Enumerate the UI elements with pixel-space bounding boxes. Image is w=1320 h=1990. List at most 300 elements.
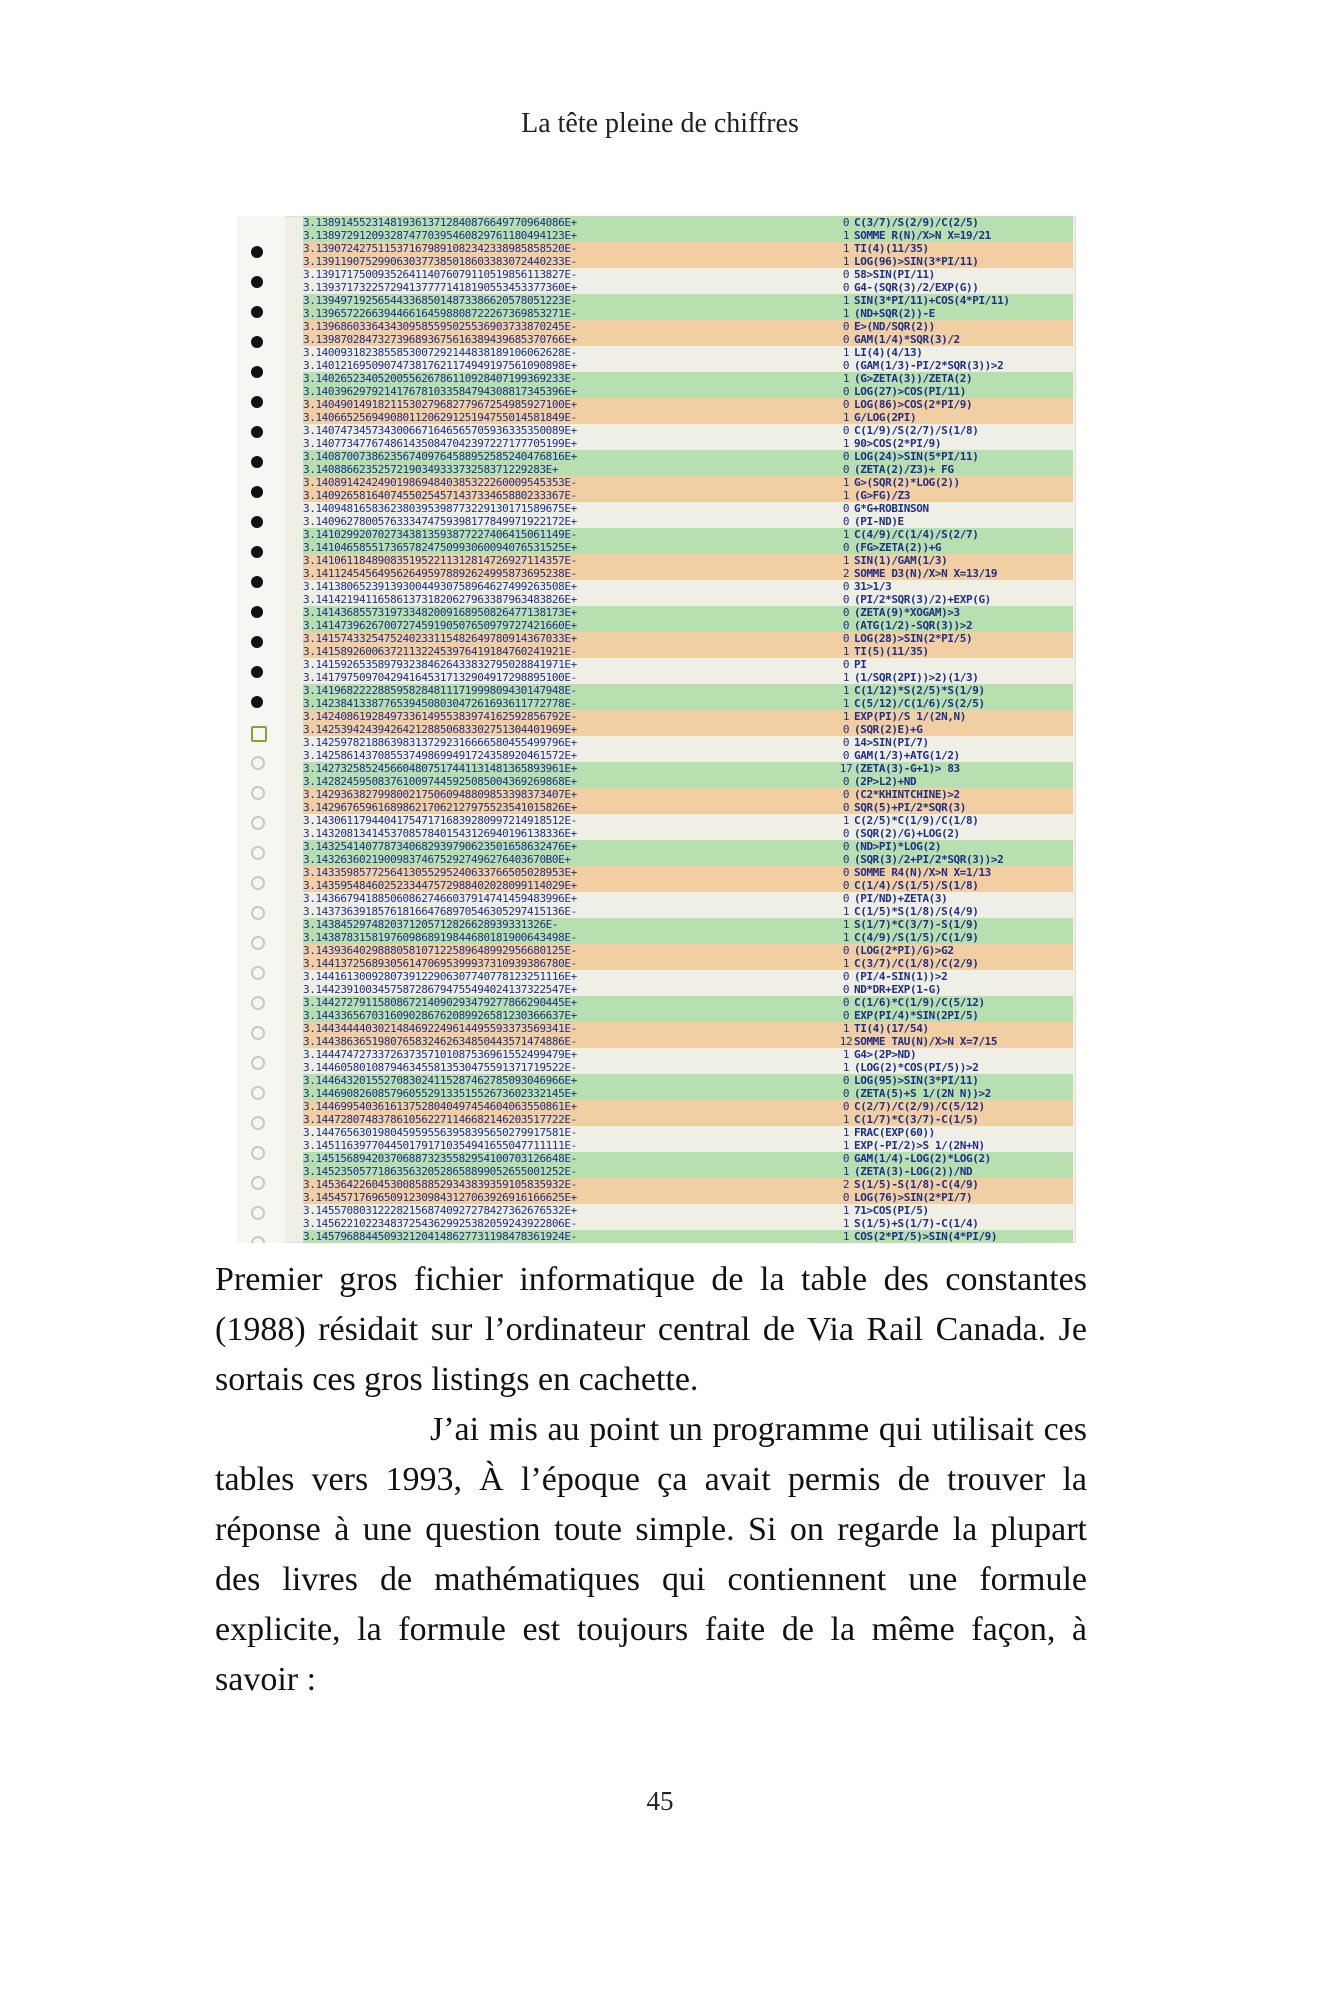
feed-hole-icon	[251, 1086, 265, 1100]
listing-formula: (ND>PI)*LOG(2)	[854, 840, 942, 853]
listing-value: 3.1409481658362380395398773229130171589675E+	[303, 502, 577, 515]
listing-value: 3.1403962979214176781033584794308817345396E+	[303, 385, 577, 398]
listing-value: 3.1436679418850608627466037914741459483996E+	[303, 892, 577, 905]
listing-flag: 0	[842, 879, 850, 892]
listing-flag: 0	[842, 1152, 850, 1165]
listing-flag: 0	[842, 593, 850, 606]
feed-hole-icon	[251, 1206, 265, 1220]
listing-value: 3.1451163977044501791710354941655047711111E-	[303, 1139, 577, 1152]
listing-value: 3.1443444403021484692249614495593373569341E-	[303, 1022, 577, 1035]
listing-row	[303, 346, 1073, 359]
listing-formula: LOG(27)>COS(PI/11)	[854, 385, 967, 398]
listing-flag: 1	[842, 372, 850, 385]
listing-value: 3.1446432015527083024115287462785093046966E+	[303, 1074, 577, 1087]
listing-formula: SIN(3*PI/11)+COS(4*PI/11)	[854, 294, 1010, 307]
listing-flag: 1	[842, 1126, 850, 1139]
listing-flag: 1	[842, 489, 850, 502]
feed-hole-icon	[251, 486, 263, 498]
listing-formula: S(1/5)-S(1/8)-C(4/9)	[854, 1178, 979, 1191]
listing-value: 3.1427325852456604807517441131481365893961E+	[303, 762, 577, 775]
listing-formula: C(1/5)*S(1/8)/S(4/9)	[854, 905, 979, 918]
listing-flag: 0	[842, 749, 850, 762]
feed-hole-icon	[251, 636, 263, 648]
listing-flag: 0	[842, 632, 850, 645]
listing-formula: LOG(96)>SIN(3*PI/11)	[854, 255, 979, 268]
listing-value: 3.1446908260857960552913351552673602332145E+	[303, 1087, 577, 1100]
listing-row	[303, 983, 1073, 996]
listing-formula: (ND+SQR(2))-E	[854, 307, 935, 320]
listing-row	[303, 957, 1073, 970]
feed-hole-icon	[251, 336, 263, 348]
listing-row	[303, 489, 1073, 502]
listing-flag: 0	[842, 359, 850, 372]
listing-row	[303, 1152, 1073, 1165]
listing-row	[303, 372, 1073, 385]
listing-flag: 0	[842, 827, 850, 840]
listing-row	[303, 762, 1073, 775]
listing-row	[303, 1230, 1073, 1243]
listing-value: 3.1401216950907473817621174949197561090898E+	[303, 359, 577, 372]
feed-hole-icon	[251, 516, 263, 528]
listing-formula: EXP(PI)/S 1/(2N,N)	[854, 710, 967, 723]
listing-row	[303, 450, 1073, 463]
listing-value: 3.1410611848908351952211312814726927114357E-	[303, 554, 577, 567]
listing-row	[303, 1100, 1073, 1113]
listing-row	[303, 580, 1073, 593]
listing-flag: 0	[842, 515, 850, 528]
listing-value: 3.1404901491821153027968277967254985927100E+	[303, 398, 577, 411]
listing-formula: (ZETA(3)-G+1)> 83	[854, 762, 960, 775]
listing-row	[303, 853, 1073, 866]
feed-hole-icon	[251, 576, 263, 588]
listing-flag: 0	[842, 658, 850, 671]
listing-row	[303, 463, 1073, 476]
listing-flag: 1	[842, 671, 850, 684]
listing-formula: G/LOG(2PI)	[854, 411, 917, 424]
listing-value: 3.1408700738623567409764588952585240476816E+	[303, 450, 577, 463]
listing-formula: (ATG(1/2)-SQR(3))>2	[854, 619, 973, 632]
listing-formula: C(2/7)/C(2/9)/C(5/12)	[854, 1100, 985, 1113]
listing-formula: (1/SQR(2PI))>2)(1/3)	[854, 671, 979, 684]
listing-value: 3.1393717322572941377771418190553453377360E+	[303, 281, 577, 294]
feed-hole-icon	[251, 1146, 265, 1160]
listing-value: 3.1406652569490801120629125194755014581849E-	[303, 411, 577, 424]
tractor-feed-strip	[237, 216, 285, 1243]
listing-row	[303, 385, 1073, 398]
feed-hole-icon	[251, 966, 265, 980]
listing-value: 3.1424086192849733614955383974162592856792E-	[303, 710, 577, 723]
listing-value: 3.1425978218863983137292316666580455499796E+	[303, 736, 577, 749]
listing-value: 3.1444747273372637357101087536961552499479E+	[303, 1048, 577, 1061]
listing-formula: (SQR(2)/G)+LOG(2)	[854, 827, 960, 840]
listing-formula: (SQR(3)/2+PI/2*SQR(3))>2	[854, 853, 1004, 866]
listing-formula: S(1/5)+S(1/7)-C(1/4)	[854, 1217, 979, 1230]
listing-value: 3.1414219411658613731820627963387963483826E+	[303, 593, 577, 606]
listing-value: 3.1396572266394466164598808722267369853271E-	[303, 307, 577, 320]
listing-value: 3.1409627800576333474759398177849971922172E+	[303, 515, 577, 528]
listing-row	[303, 567, 1073, 580]
listing-value: 3.1415743325475240233115482649780914367033E+	[303, 632, 577, 645]
listing-flag: 1	[842, 346, 850, 359]
listing-row	[303, 1126, 1073, 1139]
feed-hole-icon	[251, 1116, 265, 1130]
listing-flag: 0	[842, 866, 850, 879]
listing-value: 3.1423841338776539450803047261693611772778E-	[303, 697, 577, 710]
listing-value: 3.1410299207027343813593877227406415061149E-	[303, 528, 577, 541]
listing-formula: (C2*KHINTCHINE)>2	[854, 788, 960, 801]
listing-value: 3.1394971925654433685014873386620578051223E-	[303, 294, 577, 307]
listing-flag: 17	[839, 762, 853, 775]
listing-flag: 0	[842, 736, 850, 749]
listing-value: 3.1408914242490198694840385322260009545353E-	[303, 476, 577, 489]
listing-row	[303, 1074, 1073, 1087]
listing-flag: 0	[842, 1087, 850, 1100]
listing-row	[303, 320, 1073, 333]
listing-value: 3.1402652340520055626786110928407199369233E-	[303, 372, 577, 385]
listing-formula: C(4/9)/S(1/5)/C(1/9)	[854, 931, 979, 944]
listing-value: 3.1407734776748614350847042397227177705199E+	[303, 437, 577, 450]
listing-photo	[237, 216, 1076, 1243]
listing-flag: 1	[842, 307, 850, 320]
listing-row	[303, 684, 1073, 697]
listing-formula: G4-(SQR(3)/2/EXP(G))	[854, 281, 979, 294]
listing-value: 3.1451568942037068873235582954100703126648E-	[303, 1152, 577, 1165]
listing-formula: 14>SIN(PI/7)	[854, 736, 929, 749]
listing-flag: 1	[842, 814, 850, 827]
listing-formula: SIN(1)/GAM(1/3)	[854, 554, 948, 567]
listing-row	[303, 255, 1073, 268]
listing-row	[303, 840, 1073, 853]
listing-formula: SOMME D3(N)/X>N X=13/19	[854, 567, 998, 580]
listing-flag: 0	[842, 502, 850, 515]
listing-flag: 2	[842, 1178, 850, 1191]
listing-row	[303, 294, 1073, 307]
listing-formula: ND*DR+EXP(1-G)	[854, 983, 942, 996]
listing-row	[303, 697, 1073, 710]
feed-hole-icon	[251, 786, 265, 800]
listing-formula: COS(2*PI/5)>SIN(4*PI/9)	[854, 1230, 998, 1243]
feed-hole-icon	[251, 276, 263, 288]
listing-formula: (G>ZETA(3))/ZETA(2)	[854, 372, 973, 385]
listing-value: 3.1442391003457587286794755494024137322547E+	[303, 983, 577, 996]
listing-row	[303, 216, 1073, 229]
feed-hole-icon	[251, 1026, 265, 1040]
listing-value: 3.1409265816407455025457143733465880233367E-	[303, 489, 577, 502]
listing-formula: 58>SIN(PI/11)	[854, 268, 935, 281]
listing-row	[303, 879, 1073, 892]
feed-hole-icon	[251, 1236, 265, 1243]
listing-flag: 1	[842, 697, 850, 710]
listing-flag: 0	[842, 424, 850, 437]
listing-formula: 31>1/3	[854, 580, 892, 593]
listing-flag: 0	[842, 996, 850, 1009]
listing-value: 3.1457968844509321204148627731198478361924E-	[303, 1230, 577, 1243]
page-number: 45	[646, 1786, 674, 1816]
listing-flag: 1	[842, 1230, 850, 1243]
listing-flag: 0	[842, 801, 850, 814]
listing-value: 3.1398702847327396893675616389439685370766E+	[303, 333, 577, 346]
listing-formula: (PI/4-SIN(1))>2	[854, 970, 948, 983]
listing-formula: (ZETA(2)/Z3)+ FG	[854, 463, 954, 476]
listing-value: 3.1443863651980765832462634850443571474886E-	[303, 1035, 577, 1048]
listing-formula: SOMME R(N)/X>N X=19/21	[854, 229, 991, 242]
listing-flag: 1	[842, 411, 850, 424]
listing-flag: 0	[842, 398, 850, 411]
listing-flag: 1	[842, 437, 850, 450]
listing-row	[303, 1178, 1073, 1191]
listing-flag: 0	[842, 450, 850, 463]
listing-row	[303, 424, 1073, 437]
listing-row	[303, 892, 1073, 905]
listing-row	[303, 827, 1073, 840]
listing-formula: LOG(95)>SIN(3*PI/11)	[854, 1074, 979, 1087]
listing-flag: 2	[842, 567, 850, 580]
listing-flag: 0	[842, 944, 850, 957]
listing-value: 3.1453642260453008588529343839359105835932E-	[303, 1178, 577, 1191]
listing-value: 3.1432081341453708578401543126940196138336E+	[303, 827, 577, 840]
listing-value: 3.1435954846025233447572988402028099114029E+	[303, 879, 577, 892]
listing-value: 3.1441372568930561470695399937310939386780E-	[303, 957, 577, 970]
listing-flag: 0	[842, 788, 850, 801]
listing-formula: C(1/7)*C(3/7)-C(1/5)	[854, 1113, 979, 1126]
listing-row	[303, 1061, 1073, 1074]
listing-formula: C(3/7)/S(2/9)/C(2/5)	[854, 216, 979, 229]
listing-row	[303, 242, 1073, 255]
listing-rows	[303, 216, 1073, 1243]
listing-row	[303, 749, 1073, 762]
listing-value: 3.1411245456495626495978892624995873695238E-	[303, 567, 577, 580]
listing-flag: 1	[842, 1217, 850, 1230]
listing-formula: LOG(28)>SIN(2*PI/5)	[854, 632, 973, 645]
listing-formula: G4>(2P>ND)	[854, 1048, 917, 1061]
listing-flag: 1	[842, 645, 850, 658]
listing-row	[303, 801, 1073, 814]
listing-row	[303, 723, 1073, 736]
feed-hole-icon	[251, 906, 265, 920]
body-text	[215, 1255, 1087, 1705]
listing-formula: C(1/9)/S(2/7)/S(1/8)	[854, 424, 979, 437]
feed-hole-icon	[251, 246, 263, 258]
listing-formula: EXP(PI/4)*SIN(2PI/5)	[854, 1009, 979, 1022]
listing-value: 3.1430611794404175471716839280997214918512E-	[303, 814, 577, 827]
listing-row	[303, 1139, 1073, 1152]
listing-value: 3.1400931823855853007292144838189106062628E-	[303, 346, 577, 359]
listing-formula: 71>COS(PI/5)	[854, 1204, 929, 1217]
listing-value: 3.1452350577186356320528658899052655001252E-	[303, 1165, 577, 1178]
listing-row	[303, 645, 1073, 658]
listing-value: 3.1456221022348372543629925382059243922806E-	[303, 1217, 577, 1230]
listing-formula: SOMME TAU(N)/X>N X=7/15	[854, 1035, 998, 1048]
listing-formula: (LOG(2)*COS(PI/5))>2	[854, 1061, 979, 1074]
feed-hole-icon	[251, 396, 263, 408]
listing-row	[303, 1009, 1073, 1022]
listing-flag: 0	[842, 606, 850, 619]
listing-flag: 1	[842, 710, 850, 723]
listing-formula: LOG(86)>COS(2*PI/9)	[854, 398, 973, 411]
listing-formula: (SQR(2)E)+G	[854, 723, 923, 736]
listing-value: 3.1447280748378610562271146682146203517722E-	[303, 1113, 577, 1126]
listing-row	[303, 931, 1073, 944]
listing-flag: 1	[842, 229, 850, 242]
listing-formula: FRAC(EXP(60))	[854, 1126, 935, 1139]
listing-formula: (PI/2*SQR(3)/2)+EXP(G)	[854, 593, 991, 606]
listing-value: 3.1390724275115371679891082342338985858520E-	[303, 242, 577, 255]
listing-value: 3.1433598577256413055295240633766505028953E+	[303, 866, 577, 879]
listing-row	[303, 502, 1073, 515]
listing-value: 3.1414739626700727459190507650979727421660E+	[303, 619, 577, 632]
feed-hole-icon	[251, 426, 263, 438]
listing-flag: 1	[842, 294, 850, 307]
listing-formula: C(1/6)*C(1/9)/C(5/12)	[854, 996, 985, 1009]
listing-row	[303, 268, 1073, 281]
listing-value: 3.1454571769650912309843127063926916166625E+	[303, 1191, 577, 1204]
listing-flag: 12	[839, 1035, 853, 1048]
listing-row	[303, 398, 1073, 411]
listing-value: 3.1438783158197609868919844680181900643498E-	[303, 931, 577, 944]
listing-value: 3.1446058010879463455813530475591371719522E-	[303, 1061, 577, 1074]
listing-formula: G*G+ROBINSON	[854, 502, 929, 515]
listing-flag: 0	[842, 281, 850, 294]
listing-row	[303, 1113, 1073, 1126]
listing-row	[303, 775, 1073, 788]
listing-value: 3.1425861437085537498699491724358920461572E+	[303, 749, 577, 762]
listing-row	[303, 229, 1073, 242]
listing-row	[303, 814, 1073, 827]
listing-flag: 0	[842, 1100, 850, 1113]
feed-hole-icon	[251, 606, 263, 618]
listing-formula: C(2/5)*C(1/9)/C(1/8)	[854, 814, 979, 827]
listing-value: 3.1439364029888058107122589648992956680125E-	[303, 944, 577, 957]
listing-value: 3.1408866235257219034933373258371229283E+	[303, 463, 559, 476]
listing-row	[303, 1191, 1073, 1204]
listing-flag: 0	[842, 320, 850, 333]
paragraph-1: Premier gros fichier informatique de la table des constantes (1988) résidait sur l’ordinateur central de Via Rail Canada. Je sortais ces gros listings en cachette.	[215, 1261, 1087, 1398]
listing-value: 3.1447656301980459595563958395650279917581E-	[303, 1126, 577, 1139]
listing-row	[303, 281, 1073, 294]
listing-flag: 1	[842, 957, 850, 970]
feed-hole-icon	[251, 936, 265, 950]
listing-row	[303, 944, 1073, 957]
listing-formula: (FG>ZETA(2))+G	[854, 541, 942, 554]
listing-row	[303, 307, 1073, 320]
listing-flag: 1	[842, 476, 850, 489]
listing-formula: C(3/7)/C(1/8)/C(2/9)	[854, 957, 979, 970]
listing-flag: 0	[842, 216, 850, 229]
listing-row	[303, 554, 1073, 567]
listing-formula: (PI-ND)E	[854, 515, 904, 528]
listing-flag: 0	[842, 892, 850, 905]
listing-row	[303, 710, 1073, 723]
listing-formula: PI	[854, 658, 867, 671]
listing-flag: 0	[842, 970, 850, 983]
listing-flag: 0	[842, 333, 850, 346]
listing-flag: 1	[842, 1048, 850, 1061]
feed-hole-icon	[251, 1056, 265, 1070]
listing-flag: 0	[842, 1009, 850, 1022]
feed-hole-icon	[251, 306, 263, 318]
listing-row	[303, 437, 1073, 450]
listing-row	[303, 1087, 1073, 1100]
listing-value: 3.1419682222885958284811171999809430147948E-	[303, 684, 577, 697]
listing-formula: TI(4)(11/35)	[854, 242, 929, 255]
listing-flag: 1	[842, 684, 850, 697]
listing-value: 3.1442727911580867214090293479277866290445E+	[303, 996, 577, 1009]
listing-value: 3.1389145523148193613712840876649770964086E+	[303, 216, 577, 229]
listing-value: 3.1391717500935264114076079110519856113827E-	[303, 268, 577, 281]
listing-formula: S(1/7)*C(3/7)-S(1/9)	[854, 918, 979, 931]
listing-row	[303, 1022, 1073, 1035]
listing-row	[303, 866, 1073, 879]
listing-formula: GAM(1/3)+ATG(1/2)	[854, 749, 960, 762]
listing-flag: 1	[842, 242, 850, 255]
listing-flag: 1	[842, 931, 850, 944]
feed-hole-icon	[251, 696, 263, 708]
listing-row	[303, 905, 1073, 918]
feed-hole-icon	[251, 666, 263, 678]
listing-row	[303, 996, 1073, 1009]
listing-row	[303, 970, 1073, 983]
listing-flag: 1	[842, 255, 850, 268]
listing-flag: 0	[842, 385, 850, 398]
feed-hole-icon	[251, 756, 265, 770]
listing-row	[303, 658, 1073, 671]
listing-flag: 0	[842, 840, 850, 853]
listing-formula: LOG(76)>SIN(2*PI/7)	[854, 1191, 973, 1204]
listing-formula: GAM(1/4)*SQR(3)/2	[854, 333, 960, 346]
listing-value: 3.1446995403616137528040497454604063550861E+	[303, 1100, 577, 1113]
listing-flag: 0	[842, 268, 850, 281]
listing-flag: 1	[842, 1139, 850, 1152]
listing-value: 3.1410465855173657824750993060094076531525E+	[303, 541, 577, 554]
listing-flag: 0	[842, 1074, 850, 1087]
listing-value: 3.1429363827998002175060948809853398373407E+	[303, 788, 577, 801]
listing-formula: GAM(1/4)-LOG(2)*LOG(2)	[854, 1152, 991, 1165]
listing-flag: 1	[842, 554, 850, 567]
listing-value: 3.1441613009280739122906307740778123251116E+	[303, 970, 577, 983]
listing-value: 3.1407473457343006671646565705936335350089E+	[303, 424, 577, 437]
listing-value: 3.1429676596168986217062127975523541015826E+	[303, 801, 577, 814]
listing-flag: 1	[842, 905, 850, 918]
listing-flag: 1	[842, 1113, 850, 1126]
listing-value: 3.1432636021900983746752927496276403670B0E+	[303, 853, 571, 866]
listing-formula: C(1/12)*S(2/5)*S(1/9)	[854, 684, 985, 697]
listing-value: 3.1389729120932874770395460829761180494123E+	[303, 229, 577, 242]
listing-value: 3.1437363918576181664768970546305297415136E-	[303, 905, 577, 918]
feed-hole-icon	[251, 366, 263, 378]
listing-flag: 1	[842, 1165, 850, 1178]
feed-hole-icon	[251, 546, 263, 558]
listing-value: 3.1396860336434309585595025536903733870245E-	[303, 320, 577, 333]
listing-row	[303, 359, 1073, 372]
running-header: La tête pleine de chiffres	[521, 108, 799, 139]
listing-formula: (ZETA(5)+S 1/(2N N))>2	[854, 1087, 991, 1100]
listing-formula: C(1/4)/S(1/5)/S(1/8)	[854, 879, 979, 892]
listing-formula: (G>FG)/Z3	[854, 489, 911, 502]
listing-value: 3.1455708031222821568740927278427362676532E+	[303, 1204, 577, 1217]
listing-row	[303, 476, 1073, 489]
listing-row	[303, 671, 1073, 684]
feed-hole-icon	[251, 816, 265, 830]
listing-row	[303, 606, 1073, 619]
listing-value: 3.1432541407787340682939790623501658632476E+	[303, 840, 577, 853]
listing-formula: (GAM(1/3)-PI/2*SQR(3))>2	[854, 359, 1004, 372]
listing-formula: (ZETA(3)-LOG(2))/ND	[854, 1165, 973, 1178]
listing-flag: 0	[842, 853, 850, 866]
listing-formula: TI(4)(17/54)	[854, 1022, 929, 1035]
listing-row	[303, 788, 1073, 801]
listing-value: 3.1413806523913930044930758964627499263508E+	[303, 580, 577, 593]
listing-row	[303, 1048, 1073, 1061]
